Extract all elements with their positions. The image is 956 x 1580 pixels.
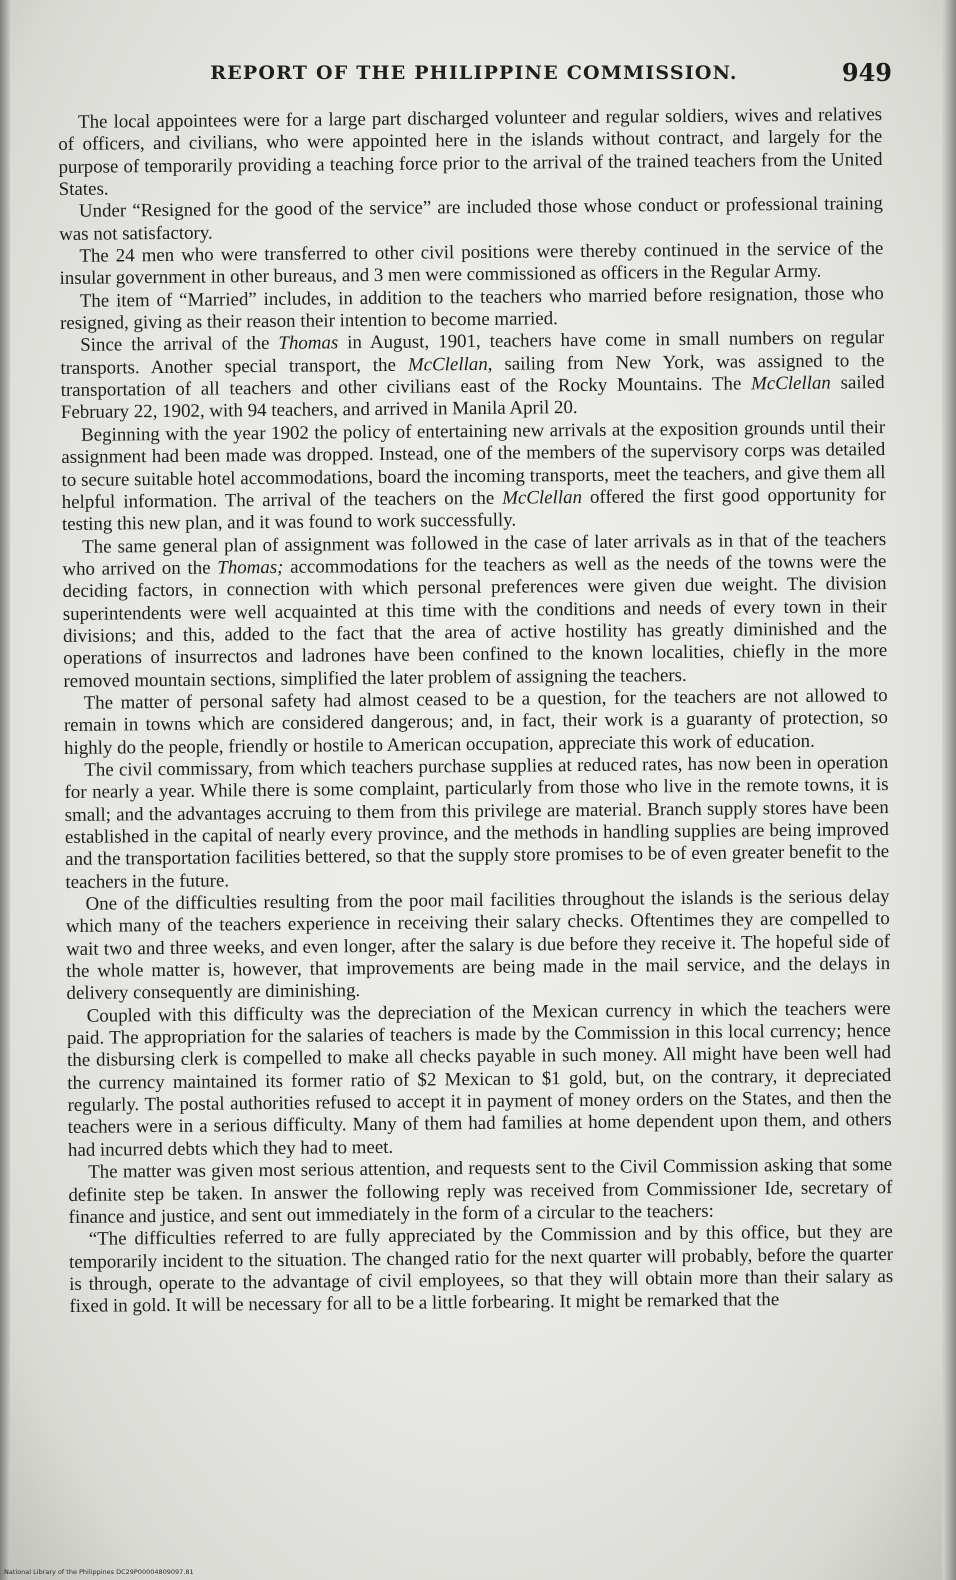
paragraph (58, 104, 883, 201)
text-run: in August, 1901, teachers have come in small numbers on regular transports. Another special transport, the (60, 327, 885, 379)
text-run: Under “Resigned for the good of the service” are included those whose conduct or professional training was not satisfactory. (59, 193, 884, 245)
text-run: The civil commissary, from which teachers purchase supplies at reduced rates, has now been in operation for nearly a year. While there is some complaint, particularly from those who live in the remote towns, it is small; and the advantages accruing to them from this privilege are material. Branch supply stores have been established in the capital of nearly every province, and the methods in handling supplies are being improved and the transportation facilities bettered, so that the supply store promises to be of even greater benefit to the teachers in the future. (64, 752, 890, 893)
text-run: The matter of personal safety had almost ceased to be a question, for the teachers are not allowed to remain in towns which are considered dangerous; and, in fact, their work is a guaranty of protection, so highly do the people, friendly or hostile to American occupation, appreciate this work of education. (63, 685, 888, 759)
scan-credit-line: National Library of the Philippines DC29P00004809097.81 (4, 1568, 194, 1576)
report-body-text (58, 104, 894, 1318)
page-right-edge (942, 0, 956, 1580)
paragraph (66, 886, 891, 1006)
text-run: offered the first good opportunity for testing this new plan, and it was found to work successfully. (61, 483, 886, 536)
paragraph (67, 998, 892, 1162)
ship-name: McClellan (750, 372, 831, 395)
paragraph (61, 417, 886, 537)
paragraph (60, 283, 884, 336)
paragraph (69, 1221, 894, 1318)
text-run: , sailing from New York, was assigned to the transportation of all teachers and other civilians east of the Rocky Mountains. The (60, 349, 885, 402)
paragraph (64, 752, 889, 894)
text-run: The 24 men who were transferred to other civil positions were thereby continued in the service of the insular government in other bureaus, and 3 men were commissioned as officers in the Regular Army. (59, 238, 884, 290)
text-run: The matter was given most serious attention, and requests sent to the Civil Commission asking that some definite step be taken. In answer the following reply was received from Commissioner Ide, secretary of finance and justice, and sent out immediately in the form of a circular to the teachers: (68, 1154, 893, 1228)
text-run: sailed February 22, 1902, with 94 teachers, and arrived in Manila April 20. (60, 372, 885, 424)
text-run: One of the difficulties resulting from the poor mail facilities throughout the islands is the serious delay which many of the teachers experience in receiving their salary checks. Oftentimes they are compelled to wait two and three weeks, and even longer, after the salary is due before they receive it. The hopeful side of the whole matter is, however, that improvements are being made in the mail service, and the delays in delivery consequently are diminishing. (65, 886, 891, 1005)
running-head: REPORT OF THE PHILIPPINE COMMISSION. (210, 62, 738, 84)
ship-name: Thomas; (217, 556, 284, 579)
text-run: accommodations for the teachers as well as the needs of the towns were the deciding factors, in connection with which personal preferences were given due weight. The division superintendents were well acquainted at this time with the conditions and needs of every town in their divisions; and this, added to the fact that the area of active hostility has greatly diminished and the operations of insurrectos and ladrones have been confined to the known localities, chiefly in the more removed mountain sections, simplified the later problem of assigning the teachers. (62, 550, 888, 692)
page-left-edge (0, 0, 10, 1580)
paragraph (62, 529, 887, 693)
ship-name: McClellan (502, 486, 583, 509)
paragraph (60, 328, 885, 425)
text-run: Since the arrival of the (80, 333, 279, 357)
page-number: 949 (841, 58, 892, 87)
text-run: The item of “Married” includes, in addition to the teachers who married before resignation, those who resigned, giving as their reason their intention to become married. (59, 282, 884, 335)
ship-name: Thomas (278, 332, 339, 355)
ship-name: McClellan (407, 353, 488, 376)
page-header (56, 58, 892, 98)
text-run: Beginning with the year 1902 the policy of entertaining new arrivals at the exposition grounds until their assignment had been made was dropped. Instead, one of the members of the supervisory corps was detailed to secure suitable hotel accommodations, board the incoming transports, meet the teachers, and give them all helpful information. The arrival of the teachers on the (61, 416, 886, 513)
paragraph (59, 193, 883, 246)
paragraph (68, 1154, 893, 1229)
text-run: The local appointees were for a large part discharged volunteer and regular soldiers, wives and relatives of officers, and civilians, who were appointed here in the islands without contract, and largely for the purpose of temporarily providing a teaching force prior to the arrival of the trained teachers from the United States. (58, 104, 883, 201)
text-run: Coupled with this difficulty was the depreciation of the Mexican currency in which the teachers were paid. The appropriation for the salaries of teachers is made by the Commission in this local currency; hence the disbursing clerk is compelled to make all checks payable in such money. All might have been well had the currency maintained its former ratio of $2 Mexican to $1 gold, but, on the contrary, it depreciated regularly. The postal authorities refused to accept it in payment of money orders on the States, and then the teachers were in a serious difficulty. Many of them had families at home dependent upon them, and others had incurred debts which they had to meet. (66, 997, 892, 1161)
paragraph (64, 685, 889, 760)
text-run: The same general plan of assignment was followed in the case of later arrivals as in that of the teachers who arrived on the (62, 528, 887, 580)
paragraph (59, 238, 883, 291)
text-run: “The difficulties referred to are fully appreciated by the Commission and by this office, but they are temporarily incident to the situation. The changed ratio for the next quarter will probably, before the quarter is through, operate to the advantage of civil employees, so that they will obtain more than their salary as fixed in gold. It will be necessary for all to be a little forbearing. It might be remarked that the (68, 1221, 894, 1318)
